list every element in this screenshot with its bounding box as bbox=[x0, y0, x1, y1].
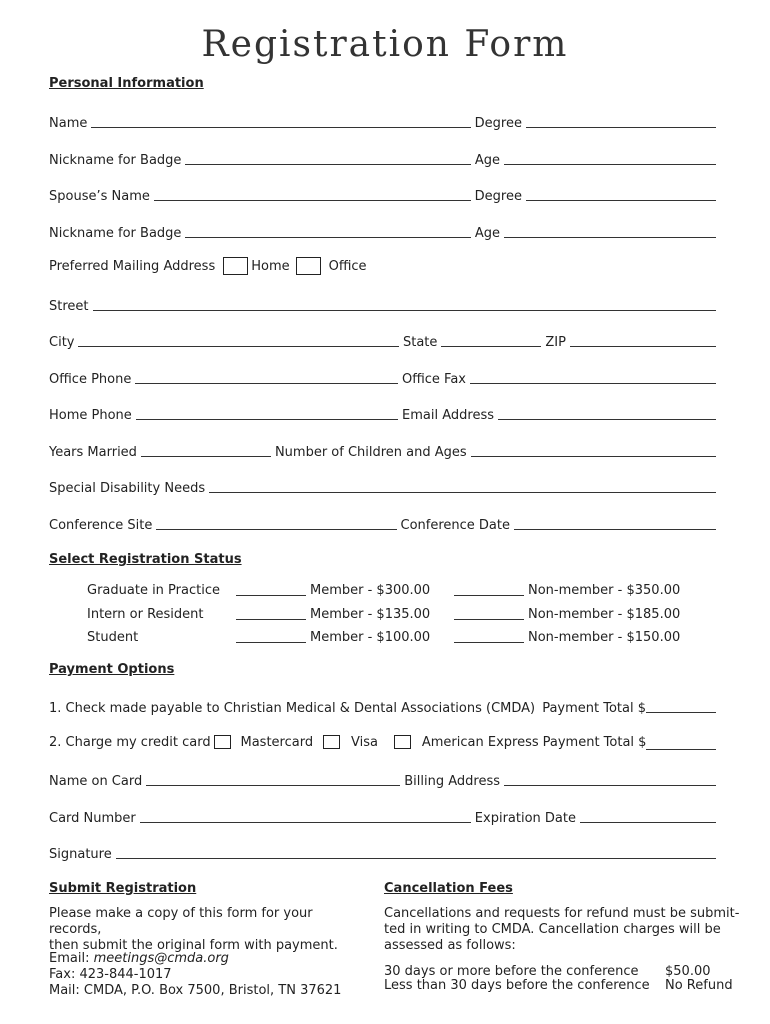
years-married-row bbox=[49, 438, 716, 460]
office-checkbox[interactable] bbox=[296, 257, 321, 275]
spouse-name-label: Spouse’s Name bbox=[49, 189, 150, 204]
nonmember-blank[interactable] bbox=[454, 630, 524, 643]
home-phone-row bbox=[49, 401, 716, 423]
children-label: Number of Children and Ages bbox=[274, 445, 467, 460]
billing-address-label: Billing Address bbox=[404, 774, 500, 789]
city-label: City bbox=[49, 335, 75, 350]
charge-label: 2. Charge my credit card bbox=[49, 734, 211, 750]
name-field[interactable] bbox=[91, 127, 470, 128]
years-married-field[interactable] bbox=[141, 456, 271, 457]
home-label: Home bbox=[251, 258, 290, 274]
conference-site-label: Conference Site bbox=[49, 518, 153, 533]
home-phone-field[interactable] bbox=[136, 419, 398, 420]
name-row bbox=[49, 109, 716, 131]
card-number-row bbox=[49, 804, 716, 826]
fee-amount: $50.00 bbox=[665, 964, 711, 979]
submit-text-line: Please make a copy of this form for your records, bbox=[49, 906, 313, 937]
email-line bbox=[49, 951, 369, 967]
email-label: Email: bbox=[49, 951, 94, 966]
email-link[interactable]: meetings@cmda.org bbox=[93, 951, 229, 966]
office-phone-field[interactable] bbox=[135, 383, 398, 384]
email-address-label: Email Address bbox=[402, 408, 494, 423]
name-label: Name bbox=[49, 116, 88, 131]
email-address-field[interactable] bbox=[498, 419, 716, 420]
conference-site-field[interactable] bbox=[156, 529, 396, 530]
fee-when: 30 days or more before the conference bbox=[384, 964, 639, 979]
visa-label: Visa bbox=[351, 734, 378, 750]
nonmember-price: Non-member - $350.00 bbox=[528, 583, 681, 598]
cancellation-text bbox=[384, 906, 744, 954]
submit-heading: Submit Registration bbox=[49, 881, 197, 896]
fax-line: Fax: 423-844-1017 bbox=[49, 967, 172, 982]
office-label: Office bbox=[328, 258, 367, 274]
office-fax-label: Office Fax bbox=[401, 372, 466, 387]
member-price: Member - $100.00 bbox=[310, 630, 431, 645]
spouse-age-field[interactable] bbox=[504, 237, 716, 238]
mailing-label: Preferred Mailing Address bbox=[49, 258, 216, 274]
disability-row bbox=[49, 474, 716, 496]
status-type: Graduate in Practice bbox=[87, 583, 220, 598]
member-blank[interactable] bbox=[236, 630, 306, 643]
submit-text-line: then submit the original form with payment. bbox=[49, 938, 338, 953]
disability-label: Special Disability Needs bbox=[49, 481, 206, 496]
spouse-nickname-label: Nickname for Badge bbox=[49, 226, 182, 241]
submit-instructions bbox=[49, 906, 369, 954]
expiration-label: Expiration Date bbox=[474, 811, 576, 826]
cancellation-heading: Cancellation Fees bbox=[384, 881, 513, 896]
cancellation-text-line: assessed as follows: bbox=[384, 938, 516, 953]
spouse-age-label: Age bbox=[474, 226, 500, 241]
nonmember-blank[interactable] bbox=[454, 583, 524, 596]
card-number-field[interactable] bbox=[140, 822, 471, 823]
signature-field[interactable] bbox=[116, 858, 716, 859]
signature-row bbox=[49, 840, 716, 862]
check-label: 1. Check made payable to Christian Medical & Dental Associations (CMDA) bbox=[49, 701, 536, 716]
payment-total-field[interactable] bbox=[646, 749, 716, 750]
personal-info-heading: Personal Information bbox=[49, 76, 204, 91]
spouse-degree-label: Degree bbox=[474, 189, 522, 204]
page-title: Registration Form bbox=[201, 24, 569, 65]
fee-amount: No Refund bbox=[665, 978, 733, 993]
amex-checkbox[interactable] bbox=[394, 735, 411, 749]
spouse-nickname-row bbox=[49, 219, 716, 241]
fee-when: Less than 30 days before the conference bbox=[384, 978, 650, 993]
spouse-name-row bbox=[49, 182, 716, 204]
name-on-card-row bbox=[49, 767, 716, 789]
member-blank[interactable] bbox=[236, 583, 306, 596]
submit-contacts bbox=[49, 951, 369, 999]
member-price: Member - $135.00 bbox=[310, 607, 431, 622]
status-type: Intern or Resident bbox=[87, 607, 204, 622]
state-label: State bbox=[402, 335, 438, 350]
mail-line: Mail: CMDA, P.O. Box 7500, Bristol, TN 37621 bbox=[49, 983, 342, 998]
years-married-label: Years Married bbox=[49, 445, 137, 460]
conference-row bbox=[49, 511, 716, 533]
children-field[interactable] bbox=[471, 456, 716, 457]
street-label: Street bbox=[49, 299, 89, 314]
office-phone-label: Office Phone bbox=[49, 372, 132, 387]
payment-heading: Payment Options bbox=[49, 662, 175, 677]
member-price: Member - $300.00 bbox=[310, 583, 431, 598]
home-checkbox[interactable] bbox=[223, 257, 248, 275]
conference-date-label: Conference Date bbox=[400, 518, 510, 533]
status-type: Student bbox=[87, 630, 139, 645]
payment-total-label: Payment Total $ bbox=[542, 701, 646, 716]
cancellation-text-line: ted in writing to CMDA. Cancellation charges will be bbox=[384, 922, 721, 937]
zip-label: ZIP bbox=[545, 335, 566, 350]
street-field[interactable] bbox=[93, 310, 716, 311]
age-label: Age bbox=[474, 153, 500, 168]
nickname-label: Nickname for Badge bbox=[49, 153, 182, 168]
spouse-degree-field[interactable] bbox=[526, 200, 716, 201]
degree-field[interactable] bbox=[526, 127, 716, 128]
amex-label: American Express bbox=[421, 734, 539, 750]
fee-row bbox=[384, 979, 744, 993]
charge-row bbox=[49, 731, 716, 753]
card-number-label: Card Number bbox=[49, 811, 136, 826]
member-blank[interactable] bbox=[236, 607, 306, 620]
fee-row bbox=[384, 965, 744, 979]
office-phone-row bbox=[49, 365, 716, 387]
registration-heading: Select Registration Status bbox=[49, 552, 242, 567]
state-field[interactable] bbox=[441, 346, 541, 347]
mastercard-label: Mastercard bbox=[240, 734, 314, 750]
city-field[interactable] bbox=[78, 346, 399, 347]
street-row bbox=[49, 292, 716, 314]
check-row bbox=[49, 694, 716, 716]
visa-checkbox[interactable] bbox=[323, 735, 340, 749]
signature-label: Signature bbox=[49, 847, 112, 862]
city-row bbox=[49, 328, 716, 350]
payment-total-label: Payment Total $ bbox=[542, 734, 647, 750]
mailing-row bbox=[49, 255, 716, 277]
disability-field[interactable] bbox=[209, 492, 716, 493]
name-on-card-label: Name on Card bbox=[49, 774, 143, 789]
mastercard-checkbox[interactable] bbox=[214, 735, 231, 749]
spouse-name-field[interactable] bbox=[154, 200, 471, 201]
zip-field[interactable] bbox=[570, 346, 716, 347]
payment-total-field[interactable] bbox=[646, 712, 716, 713]
cancellation-fees-table bbox=[384, 965, 744, 993]
office-fax-field[interactable] bbox=[470, 383, 716, 384]
age-field[interactable] bbox=[504, 164, 716, 165]
nonmember-price: Non-member - $185.00 bbox=[528, 607, 681, 622]
nickname-field[interactable] bbox=[185, 164, 470, 165]
billing-address-field[interactable] bbox=[504, 785, 716, 786]
nickname-row bbox=[49, 146, 716, 168]
nonmember-blank[interactable] bbox=[454, 607, 524, 620]
spouse-nickname-field[interactable] bbox=[185, 237, 470, 238]
nonmember-price: Non-member - $150.00 bbox=[528, 630, 681, 645]
conference-date-field[interactable] bbox=[514, 529, 716, 530]
expiration-field[interactable] bbox=[580, 822, 716, 823]
home-phone-label: Home Phone bbox=[49, 408, 132, 423]
degree-label: Degree bbox=[474, 116, 522, 131]
name-on-card-field[interactable] bbox=[146, 785, 400, 786]
cancellation-text-line: Cancellations and requests for refund must be submit- bbox=[384, 906, 740, 921]
